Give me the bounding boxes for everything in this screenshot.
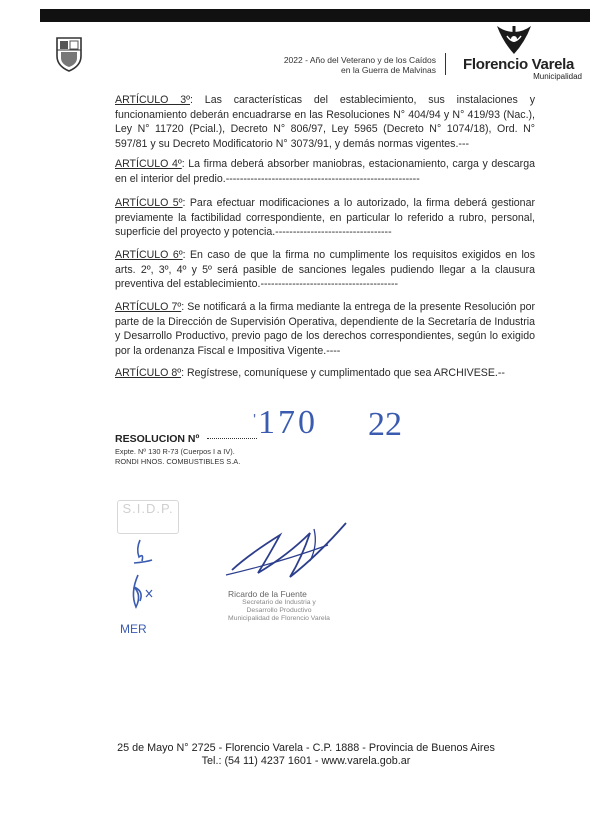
article-text: : Las características del establecimiento, sus instalaciones y funcionamiento deberán encuadrarse en las Resoluciones N° 404/94 y N° 419/93 (Nac.), Ley N° 11720 (Pcial.), Decreto N° 806/97, Ley 5965 (Decreto N° 1074/18), Ord. N° 597/81 y su Decreto Modificatorio N° 3073/91, y demás normas vigentes.---: [115, 94, 536, 150]
article-5: [115, 196, 535, 240]
resolution-number: 170: [258, 404, 318, 441]
article-label: ARTÍCULO 8º: [115, 367, 182, 379]
initials-text: MER: [120, 622, 147, 636]
signatory-role-line3: Municipalidad de Florencio Varela: [228, 615, 330, 622]
article-label: ARTÍCULO 7º: [115, 301, 182, 313]
article-text: : En caso de que la firma no cumplimente los requisitos exigidos en los arts. 2º, 3º, 4º y 5º será pasible de sanciones legales pudiendo llegar a la clausura preventiva del establecimiento.---------------------------------------: [115, 249, 535, 290]
signatory-name: Ricardo de la Fuente: [228, 589, 307, 599]
year-motto-line1: 2022 - Año del Veterano y de los Caídos: [283, 55, 436, 65]
handwritten-signature-icon: [218, 515, 378, 595]
article-3: [115, 93, 535, 151]
year-motto-line2: en la Guerra de Malvinas: [341, 65, 436, 75]
office-stamp: [117, 500, 179, 534]
article-4: [115, 157, 535, 186]
logo-subtitle: Municipalidad: [533, 72, 582, 81]
signatory-role-line1: Secretario de Industria y: [242, 599, 316, 606]
resolution-dotted-line: [207, 438, 257, 439]
article-6: [115, 248, 535, 292]
article-text: : La firma deberá absorber maniobras, estacionamiento, carga y descarga en el interior del predio.-------------------------------------------------------: [115, 158, 535, 185]
stamp-mark: ': [253, 412, 257, 429]
company-name: RONDI HNOS. COMBUSTIBLES S.A.: [115, 456, 241, 466]
article-text: : Se notificará a la firma mediante la entrega de la presente Resolución por parte de la Dirección de Supervisión Operativa, dependiente de la Secretaría de Industria y Desarrollo Productivo, previo pago de los derechos correspondientes, según lo exigido por la ordenanza Fiscal e Impositiva Vigente.----: [115, 301, 536, 357]
article-text: : Regístrese, comuníquese y cumplimentado que sea ARCHIVESE.--: [181, 367, 505, 379]
flower-logo-icon: [493, 22, 535, 56]
top-scan-bar: [40, 9, 590, 22]
expediente: Expte. Nº 130 R-73 (Cuerpos I a IV).: [115, 447, 235, 456]
footer-address: 25 de Mayo N° 2725 - Florencio Varela - C.P. 1888 - Provincia de Buenos Aires: [117, 742, 495, 754]
year-motto: [236, 55, 436, 75]
coat-of-arms-icon: [54, 34, 84, 72]
article-label: ARTÍCULO 4º: [115, 158, 182, 170]
article-7: [115, 300, 535, 358]
handwritten-initials-icon: [112, 535, 182, 640]
article-text: : Para efectuar modificaciones a lo autorizado, la firma deberá gestionar previamente la factibilidad correspondiente, en particular lo referido a rubro, personal, superficie del proyecto y potencia.---------------------------------: [115, 197, 535, 238]
signatory-role: [214, 599, 344, 623]
file-reference: [115, 447, 240, 466]
stamp-text: S.I.D.P.: [122, 501, 174, 516]
signatory-role-line2: Desarrollo Productivo: [246, 607, 312, 614]
resolution-label: RESOLUCION Nº: [115, 433, 200, 445]
municipality-logo: [463, 22, 582, 84]
resolution-year: 22: [368, 406, 402, 443]
footer-contact: Tel.: (54 11) 4237 1601 - www.varela.gob.ar: [201, 755, 411, 767]
article-label: ARTÍCULO 5º: [115, 197, 183, 209]
article-8: [115, 366, 535, 381]
page-footer: [86, 742, 526, 768]
logo-name: Florencio Varela: [463, 56, 575, 73]
article-label: ARTÍCULO 3º: [115, 94, 190, 106]
article-label: ARTÍCULO 6º: [115, 249, 183, 261]
header-divider: [445, 53, 446, 75]
